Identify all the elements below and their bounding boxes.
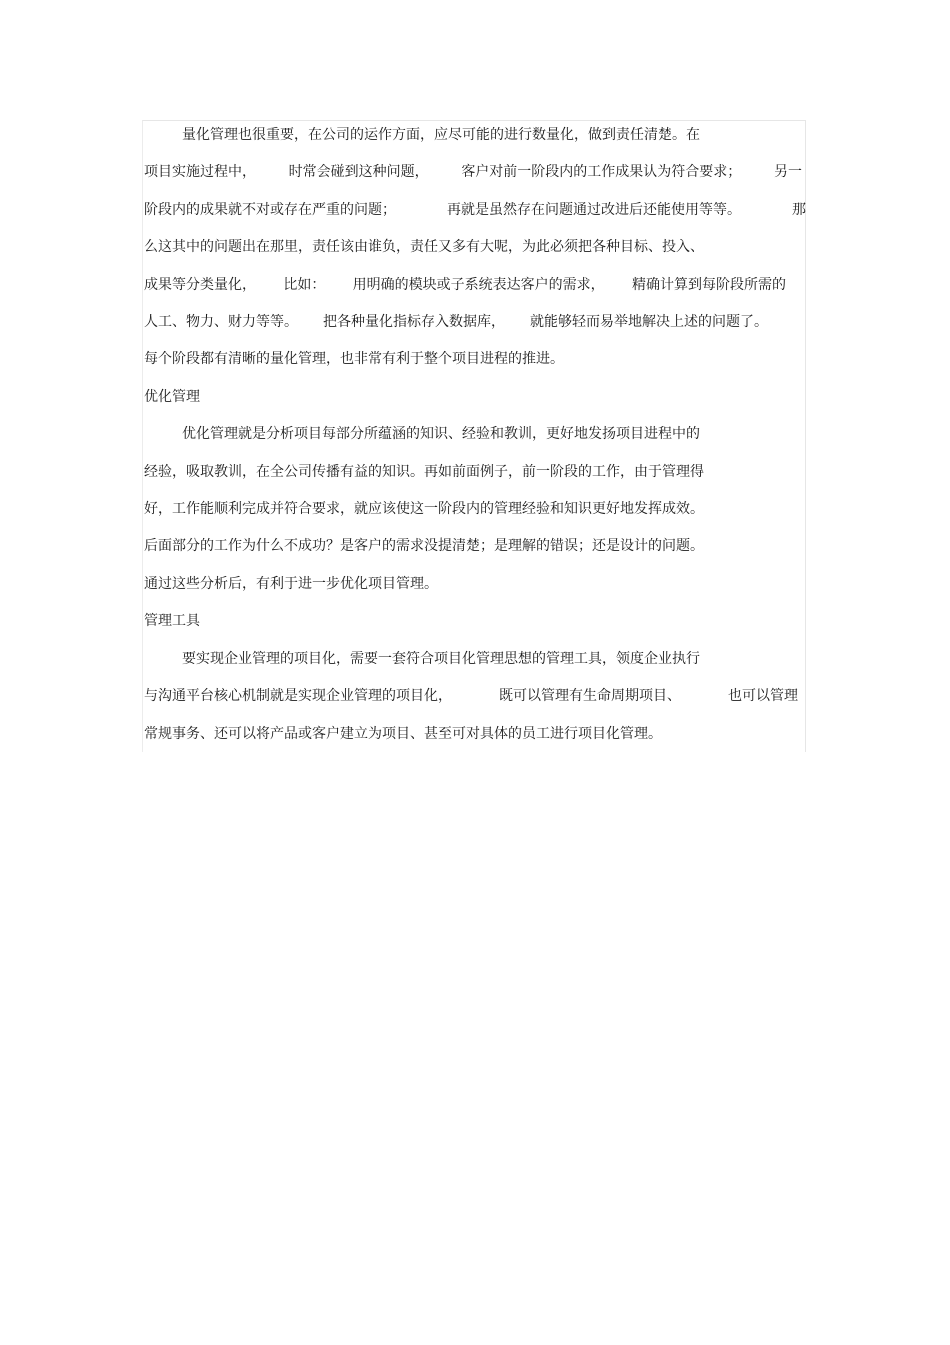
paragraph-line: 么这其中的问题出在那里，责任该由谁负，责任又多有大呢，为此必须把各种目标、投入、: [144, 239, 704, 255]
paragraph-line: [144, 201, 806, 219]
text-segment: 既可以管理有生命周期项目、: [499, 688, 681, 704]
text-segment: 人工、物力、财力等等。: [144, 314, 298, 330]
text-segment: 精确计算到每阶段所需的: [631, 277, 786, 293]
text-segment: 那: [792, 202, 806, 218]
paragraph-line: [144, 276, 786, 294]
text-segment: 项目实施过程中，: [144, 164, 256, 180]
paragraph-line: 后面部分的工作为什么不成功？是客户的需求没提清楚；是理解的错误；还是设计的问题。: [144, 538, 704, 554]
section-heading: 优化管理: [144, 389, 200, 405]
text-segment: 再就是虽然存在问题通过改进后还能使用等等。: [447, 202, 741, 218]
paragraph-line: 经验，吸取教训，在全公司传播有益的知识。再如前面例子，前一阶段的工作，由于管理得: [144, 464, 704, 480]
text-segment: 用明确的模块或子系统表达客户的需求，: [352, 277, 605, 293]
text-segment: 比如：: [283, 277, 326, 293]
paragraph-line: [144, 163, 802, 181]
text-segment: 客户对前一阶段内的工作成果认为符合要求；: [461, 164, 742, 180]
paragraph-line: 要实现企业管理的项目化，需要一套符合项目化管理思想的管理工具，领度企业执行: [182, 651, 700, 667]
text-segment: 阶段内的成果就不对或存在严重的问题；: [144, 202, 396, 218]
paragraph-line: [144, 687, 798, 705]
text-segment: 时常会碰到这种问题，: [288, 164, 429, 180]
text-segment: 把各种量化指标存入数据库，: [323, 314, 505, 330]
text-segment: 就能够轻而易举地解决上述的问题了。: [530, 314, 768, 330]
text-segment: 与沟通平台核心机制就是实现企业管理的项目化，: [144, 688, 452, 704]
paragraph-line: 通过这些分析后，有利于进一步优化项目管理。: [144, 576, 438, 592]
paragraph-line: 每个阶段都有清晰的量化管理，也非常有利于整个项目进程的推进。: [144, 351, 564, 367]
text-segment: 另一: [773, 164, 802, 180]
text-segment: 成果等分类量化，: [144, 277, 256, 293]
section-heading: 管理工具: [144, 613, 200, 629]
paragraph-line: 常规事务、还可以将产品或客户建立为项目、甚至可对具体的员工进行项目化管理。: [144, 726, 662, 742]
text-segment: 也可以管理: [728, 688, 798, 704]
paragraph-line: 量化管理也很重要，在公司的运作方面，应尽可能的进行数量化，做到责任清楚。在: [182, 127, 700, 143]
paragraph-line: 好，工作能顺利完成并符合要求，就应该使这一阶段内的管理经验和知识更好地发挥成效。: [144, 501, 704, 517]
paragraph-line: [144, 313, 768, 331]
paragraph-line: 优化管理就是分析项目每部分所蕴涵的知识、经验和教训，更好地发扬项目进程中的: [182, 426, 700, 442]
